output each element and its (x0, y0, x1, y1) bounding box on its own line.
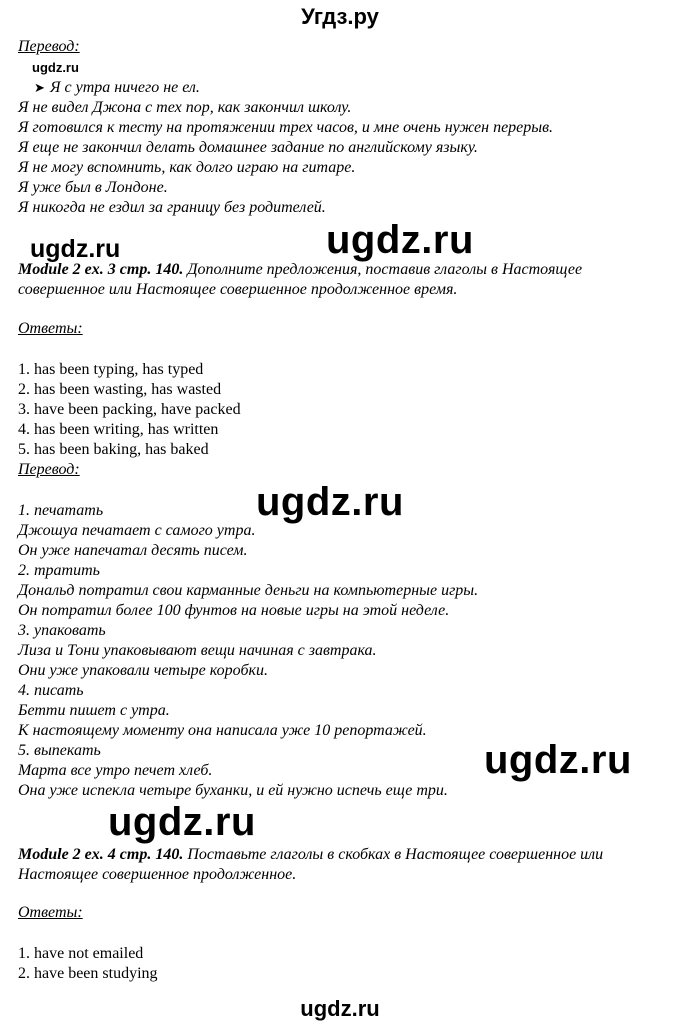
translation-lines-2 (18, 501, 478, 801)
translation-line: 5. выпекать (18, 742, 101, 759)
translation-line: Джошуа печатает с самого утра. (18, 522, 256, 539)
translation-line: Бетти пишет с утра. (18, 702, 170, 719)
answer-item: 4. has been writing, has written (18, 421, 219, 438)
watermark-large: ugdz.ru (108, 800, 256, 844)
answer-item: 1. have not emailed (18, 945, 144, 962)
task-text: Поставьте глаголы в скобках в Настоящее совершенное или (183, 846, 604, 863)
translation-line: 3. упаковать (18, 622, 106, 639)
answers-heading-1: Ответы: (18, 320, 83, 337)
translation-line: Я еще не закончил делать домашнее задание по английскому языку. (18, 139, 478, 156)
translation-line: Лиза и Тони упаковывают вещи начиная с завтрака. (18, 642, 377, 659)
watermark-large: ugdz.ru (256, 480, 404, 524)
answer-item: 2. have been studying (18, 965, 158, 982)
answer-item: 5. has been baking, has baked (18, 441, 209, 458)
task-text: Дополните предложения, поставив глаголы в Настоящее (183, 261, 583, 278)
watermark-large: ugdz.ru (326, 218, 474, 262)
watermark-large: ugdz.ru (484, 738, 632, 782)
translation-line: Марта все утро печет хлеб. (18, 762, 213, 779)
translation-line: Я не могу вспомнить, как долго играю на гитаре. (18, 159, 356, 176)
answers-list-1 (18, 360, 241, 460)
bullet-line (34, 78, 200, 98)
translation-line: 2. тратить (18, 562, 100, 579)
task-text: совершенное или Настоящее совершенное продолженное время. (18, 281, 458, 298)
watermark-small: ugdz.ru (32, 60, 79, 75)
answers-heading-2: Ответы: (18, 904, 83, 921)
translation-line: К настоящему моменту она написала уже 10 репортажей. (18, 722, 427, 739)
task-label: Module 2 ex. 3 стр. 140. (18, 261, 184, 278)
translation-line: 4. писать (18, 682, 84, 699)
translation-line: 1. печатать (18, 502, 104, 519)
answer-item: 3. have been packing, have packed (18, 401, 241, 418)
translation-lines-1 (18, 98, 553, 218)
translation-line: Я не видел Джона с тех пор, как закончил школу. (18, 99, 352, 116)
task-description-2 (18, 845, 603, 885)
site-header: Угдз.ру (301, 4, 379, 29)
watermark-medium: ugdz.ru (30, 235, 121, 263)
translation-heading-1: Перевод: (18, 38, 80, 55)
translation-line: Я никогда не ездил за границу без родителей. (18, 199, 326, 216)
translation-line: Он потратил более 100 фунтов на новые игры на этой неделе. (18, 602, 450, 619)
translation-heading-2: Перевод: (18, 461, 80, 478)
task-description-1 (18, 260, 582, 300)
translation-line: Они уже упаковали четыре коробки. (18, 662, 268, 679)
translation-line: Я уже был в Лондоне. (18, 179, 168, 196)
arrow-bullet-icon: ➤ (34, 80, 45, 95)
translation-line: Он уже напечатал десять писем. (18, 542, 248, 559)
bullet-text: Я с утра ничего не ел. (50, 79, 200, 96)
task-text: Настоящее совершенное продолженное. (18, 866, 297, 883)
answer-item: 2. has been wasting, has wasted (18, 381, 222, 398)
translation-line: Дональд потратил свои карманные деньги на компьютерные игры. (18, 582, 479, 599)
task-label: Module 2 ex. 4 стр. 140. (18, 846, 184, 863)
translation-line: Я готовился к тесту на протяжении трех часов, и мне очень нужен перерыв. (18, 119, 554, 136)
answer-item: 1. has been typing, has typed (18, 361, 204, 378)
translation-line: Она уже испекла четыре буханки, и ей нужно испечь еще три. (18, 782, 448, 799)
answers-list-2 (18, 944, 158, 984)
site-footer: ugdz.ru (300, 996, 380, 1021)
